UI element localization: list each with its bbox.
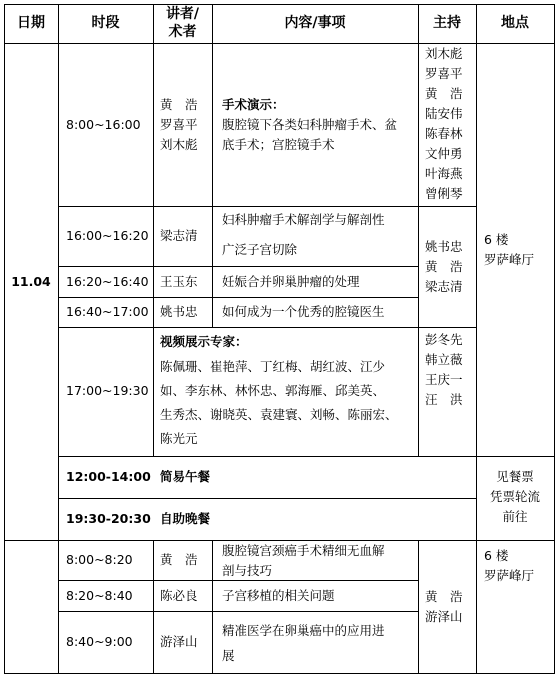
time-cell: 12:00-14:00 bbox=[66, 469, 151, 484]
content-line: 子宫移植的相关问题 bbox=[222, 588, 335, 603]
header-time: 时段 bbox=[91, 15, 120, 31]
host-name: 黄 浩 bbox=[425, 86, 463, 101]
host-name: 王庆一 bbox=[425, 372, 463, 387]
host-name: 彭冬先 bbox=[425, 332, 463, 347]
table-rule bbox=[153, 540, 154, 674]
place-line: 6 楼 bbox=[484, 232, 509, 247]
table-rule bbox=[153, 4, 154, 457]
host-name: 叶海燕 bbox=[425, 166, 463, 181]
table-rule bbox=[58, 297, 418, 298]
meal-place-line: 凭票轮流 bbox=[489, 489, 540, 504]
content-title: 手术演示： bbox=[222, 97, 285, 112]
header-host: 主持 bbox=[433, 15, 461, 31]
content-line: 妊娠合并卵巢肿瘤的处理 bbox=[222, 274, 360, 289]
time-cell: 16:20~16:40 bbox=[66, 274, 149, 289]
table-rule bbox=[554, 4, 555, 674]
speaker-name: 游泽山 bbox=[160, 634, 198, 649]
speaker-name: 黄 浩 bbox=[160, 97, 198, 112]
table-rule bbox=[4, 43, 554, 44]
content-line: 如何成为一个优秀的腔镜医生 bbox=[222, 304, 385, 319]
speaker-name: 刘木彪 bbox=[160, 137, 198, 152]
header-speaker-line2: 术者 bbox=[168, 24, 197, 40]
table-rule bbox=[58, 206, 476, 207]
date-value: 11.04 bbox=[11, 274, 51, 289]
host-name: 罗喜平 bbox=[425, 66, 463, 81]
host-name: 梁志清 bbox=[425, 279, 463, 294]
meal-place-line: 前往 bbox=[502, 509, 528, 524]
table-rule bbox=[418, 4, 419, 457]
header-date: 日期 bbox=[17, 15, 45, 31]
content-line: 陈光元 bbox=[160, 431, 198, 446]
table-rule bbox=[58, 327, 476, 328]
speaker-name: 梁志清 bbox=[160, 228, 198, 243]
time-cell: 8:20~8:40 bbox=[66, 588, 133, 603]
content-line: 精准医学在卵巢癌中的应用进 bbox=[222, 623, 385, 638]
speaker-name: 王玉东 bbox=[160, 274, 198, 289]
time-cell: 16:40~17:00 bbox=[66, 304, 149, 319]
content-line: 底手术；宫腔镜手术 bbox=[222, 137, 335, 152]
time-cell: 8:00~16:00 bbox=[66, 117, 141, 132]
table-rule bbox=[58, 456, 554, 457]
host-name: 刘木彪 bbox=[425, 46, 463, 61]
speaker-name: 黄 浩 bbox=[160, 552, 198, 567]
table-rule bbox=[58, 611, 418, 612]
meal-place-line: 见餐票 bbox=[496, 469, 534, 484]
host-name: 游泽山 bbox=[425, 609, 463, 624]
table-rule bbox=[58, 4, 59, 674]
host-name: 汪 洪 bbox=[425, 392, 463, 407]
table-rule bbox=[58, 266, 418, 267]
time-cell: 16:00~16:20 bbox=[66, 228, 149, 243]
table-rule bbox=[58, 498, 476, 499]
header-content: 内容/事项 bbox=[284, 15, 346, 31]
time-cell: 8:40~9:00 bbox=[66, 634, 133, 649]
place-line: 罗萨峰厅 bbox=[484, 252, 535, 267]
content-line: 广泛子宫切除 bbox=[222, 242, 298, 257]
host-name: 黄 浩 bbox=[425, 589, 463, 604]
host-name: 黄 浩 bbox=[425, 259, 463, 274]
host-name: 姚书忠 bbox=[425, 239, 463, 254]
place-line: 罗萨峰厅 bbox=[484, 568, 535, 583]
meal-label: 自助晚餐 bbox=[160, 511, 211, 526]
time-cell: 8:00~8:20 bbox=[66, 552, 133, 567]
content-line: 剖与技巧 bbox=[222, 563, 273, 578]
host-name: 陆安伟 bbox=[425, 106, 463, 121]
header-speaker-line1: 讲者/ bbox=[165, 6, 200, 22]
speaker-name: 陈必良 bbox=[160, 588, 198, 603]
speaker-name: 姚书忠 bbox=[160, 304, 198, 319]
header-place: 地点 bbox=[501, 15, 529, 31]
content-line: 展 bbox=[222, 648, 235, 663]
meal-label: 简易午餐 bbox=[160, 469, 211, 484]
table-rule bbox=[418, 540, 419, 674]
table-rule bbox=[4, 4, 5, 674]
table-rule bbox=[476, 4, 477, 674]
content-title: 视频展示专家： bbox=[160, 334, 248, 349]
table-rule bbox=[212, 4, 213, 328]
time-cell: 19:30-20:30 bbox=[66, 511, 151, 526]
content-line: 陈佩珊、崔艳萍、丁红梅、胡红波、江少 bbox=[160, 359, 386, 374]
speaker-name: 罗喜平 bbox=[160, 117, 198, 132]
content-line: 如、李东林、林怀忠、郭海雁、邱美英、 bbox=[160, 383, 386, 398]
time-cell: 17:00~19:30 bbox=[66, 383, 149, 398]
content-line: 腹腔镜宫颈癌手术精细无血解 bbox=[222, 543, 385, 558]
table-rule bbox=[4, 4, 554, 5]
host-name: 文仲勇 bbox=[425, 146, 463, 161]
host-name: 陈春林 bbox=[425, 126, 463, 141]
host-name: 韩立薇 bbox=[425, 352, 463, 367]
content-line: 妇科肿瘤手术解剖学与解剖性 bbox=[222, 212, 385, 227]
table-rule bbox=[212, 540, 213, 674]
content-line: 腹腔镜下各类妇科肿瘤手术、盆 bbox=[222, 117, 398, 132]
place-line: 6 楼 bbox=[484, 548, 509, 563]
content-line: 生秀杰、谢晓英、袁建寰、刘畅、陈丽宏、 bbox=[160, 407, 398, 422]
host-name: 曾俐琴 bbox=[425, 186, 463, 201]
table-rule bbox=[4, 673, 554, 674]
